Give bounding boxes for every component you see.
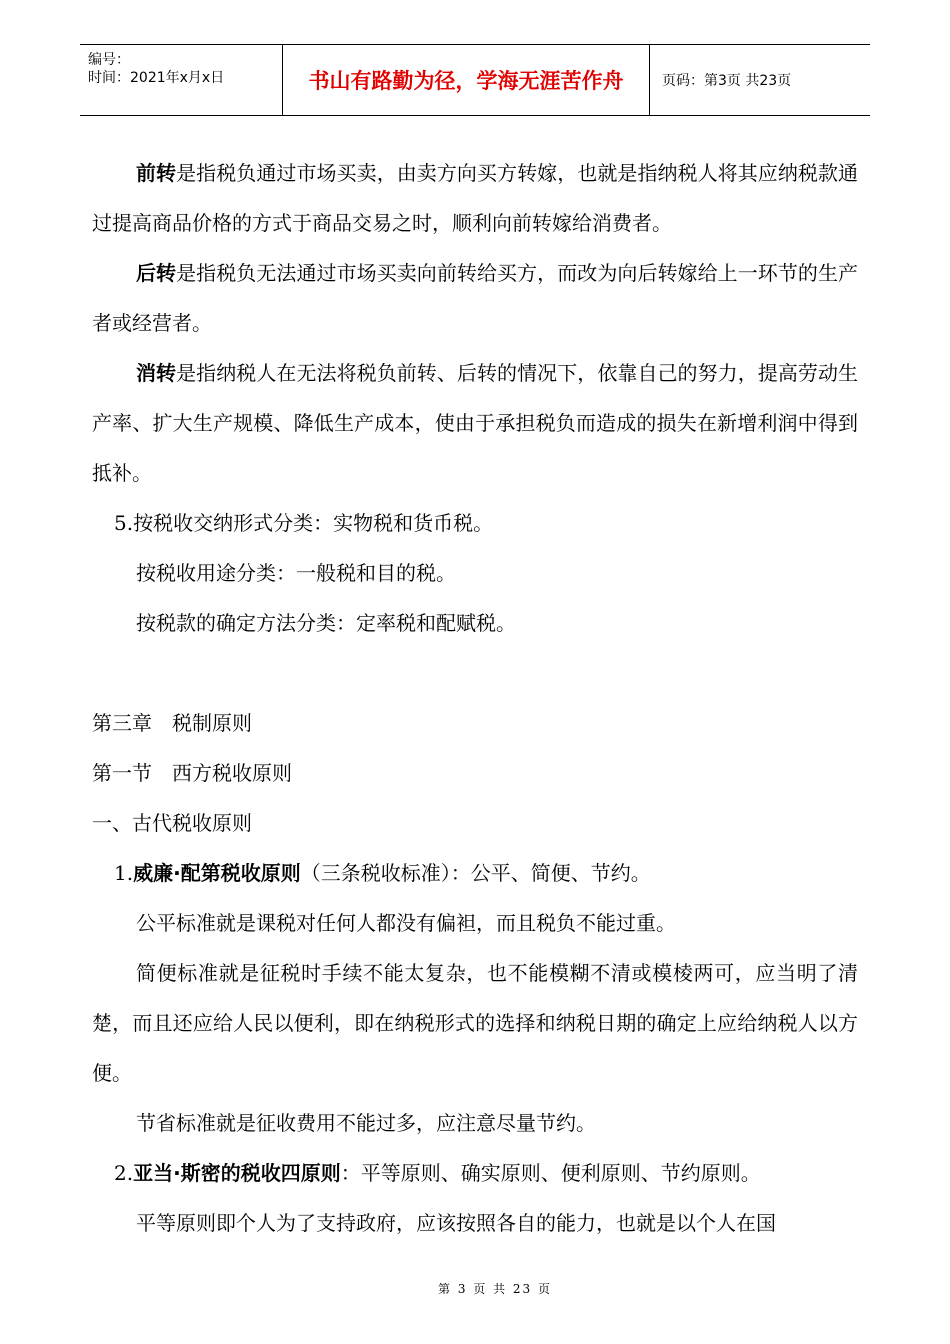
document-body bbox=[92, 148, 858, 1248]
list-item-text: （三条税收标准）：公平、简便、节约。 bbox=[300, 861, 651, 885]
paragraph-text: 是指纳税人在无法将税负前转、后转的情况下，依靠自己的努力，提高劳动生产率、扩大生产规模、降低生产成本，使由于承担税负而造成的损失在新增利润中得到抵补。 bbox=[92, 361, 859, 485]
list-number: 1. bbox=[114, 861, 134, 885]
list-item-classification: 5.按税收交纳形式分类：实物税和货币税。 bbox=[114, 511, 494, 535]
paragraph-classification-method: 按税款的确定方法分类：定率税和配赋税。 bbox=[136, 611, 516, 635]
list-item-text: ：平等原则、确实原则、便利原则、节约原则。 bbox=[340, 1161, 761, 1185]
term-backward-shifting: 后转 bbox=[136, 261, 177, 285]
header-meta bbox=[80, 45, 282, 115]
paragraph-equality: 平等原则即个人为了支持政府，应该按照各自的能力，也就是以个人在国 bbox=[136, 1211, 776, 1235]
term-smith-principles: 亚当·斯密的税收四原则 bbox=[133, 1161, 341, 1185]
paragraph-forward-shifting bbox=[92, 148, 858, 248]
paragraph-text: 是指税负通过市场买卖，由卖方向买方转嫁，也就是指纳税人将其应纳税款通过提高商品价格的方式于商品交易之时，顺利向前转嫁给消费者。 bbox=[92, 161, 859, 235]
term-absorption: 消转 bbox=[136, 361, 177, 385]
paragraph-simplicity: 简便标准就是征税时手续不能太复杂，也不能模糊不清或模棱两可，应当明了清楚，而且还应给人民以便利，即在纳税形式的选择和纳税日期的确定上应给纳税人以方便。 bbox=[92, 961, 858, 1085]
paragraph-classification-use: 按税收用途分类：一般税和目的税。 bbox=[136, 561, 456, 585]
list-item-smith-principles bbox=[92, 1148, 858, 1198]
paragraph-backward-shifting bbox=[92, 248, 858, 348]
spacer bbox=[92, 648, 858, 698]
paragraph-economy: 节省标准就是征收费用不能过多，应注意尽量节约。 bbox=[136, 1111, 596, 1135]
chapter-title: 第三章 税制原则 bbox=[92, 711, 252, 735]
list-item-petty-principles bbox=[92, 848, 858, 898]
subsection-heading: 一、古代税收原则 bbox=[92, 811, 252, 835]
document-header bbox=[80, 44, 870, 116]
paragraph-absorption bbox=[92, 348, 858, 498]
paragraph-fairness: 公平标准就是课税对任何人都没有偏袒，而且税负不能过重。 bbox=[136, 911, 676, 935]
document-date-label: 时间：2021年x月x日 bbox=[88, 70, 225, 86]
page-footer: 第 3 页 共 23 页 bbox=[438, 1282, 552, 1296]
document-number-label: 编号： bbox=[88, 52, 130, 68]
term-forward-shifting: 前转 bbox=[136, 161, 177, 185]
header-motto: 书山有路勤为径，学海无涯苦作舟 bbox=[282, 45, 650, 115]
section-title: 第一节 西方税收原则 bbox=[92, 761, 292, 785]
term-petty-principles: 威廉·配第税收原则 bbox=[133, 861, 301, 885]
header-page-info: 页码：第3页 共23页 bbox=[662, 73, 792, 89]
list-number: 2. bbox=[114, 1161, 134, 1185]
paragraph-text: 是指税负无法通过市场买卖向前转给买方，而改为向后转嫁给上一环节的生产者或经营者。 bbox=[92, 261, 859, 335]
